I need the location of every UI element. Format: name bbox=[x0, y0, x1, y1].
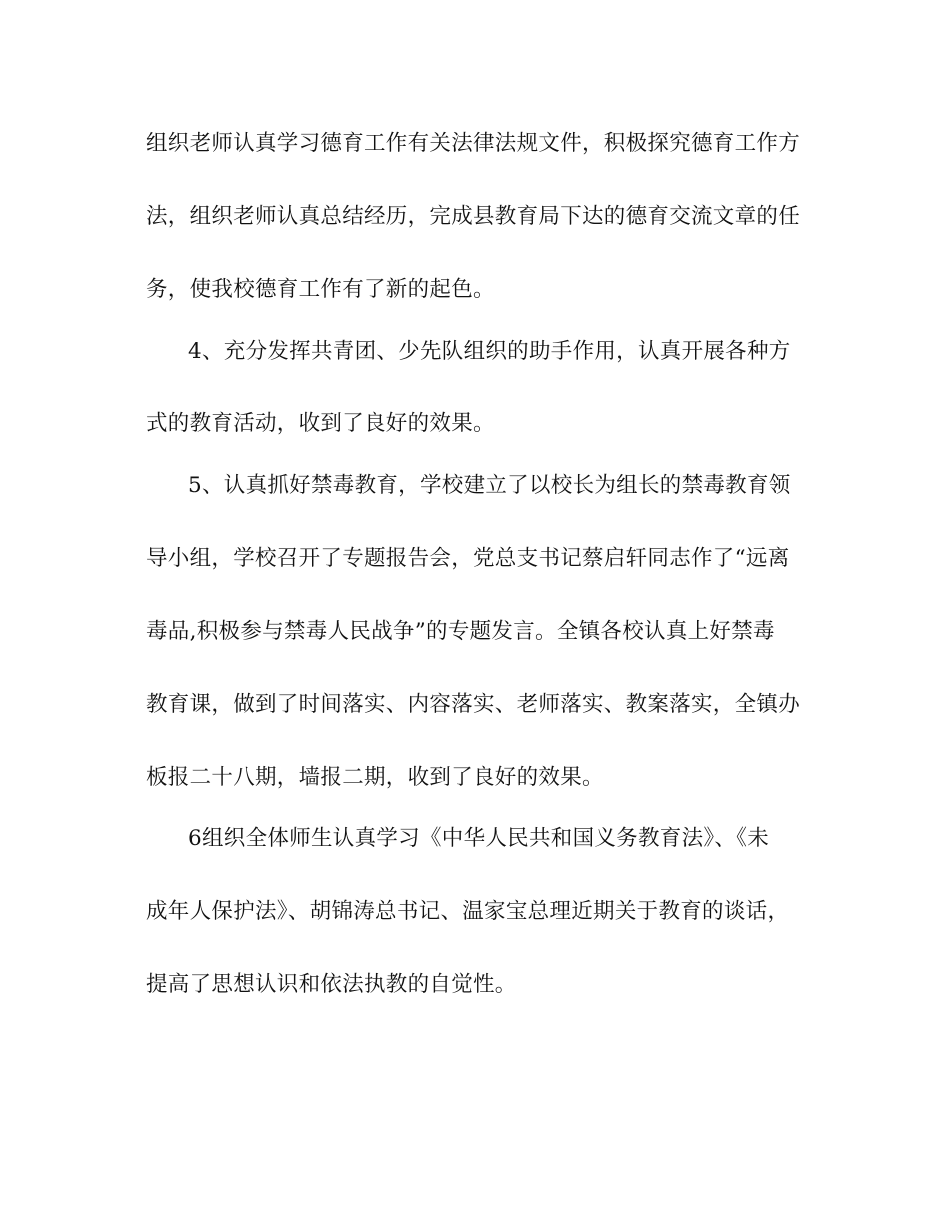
paragraph-line: 成年人保护法》、胡锦涛总书记、温家宝总理近期关于教育的谈话， bbox=[146, 899, 790, 924]
paragraph-line: 组织老师认真学习德育工作有关法律法规文件，积极探究德育工作方 bbox=[146, 131, 801, 156]
paragraph-line: 导小组，学校召开了专题报告会，党总支书记蔡启轩同志作了“远离 bbox=[146, 546, 790, 571]
paragraph-line: 务，使我校德育工作有了新的起色。 bbox=[146, 277, 495, 302]
paragraph-line: 教育课，做到了时间落实、内容落实、老师落实、教案落实，全镇办 bbox=[146, 692, 801, 717]
paragraph-line: 式的教育活动，收到了良好的效果。 bbox=[146, 411, 495, 436]
paragraph-line: 板报二十八期，墙报二期，收到了良好的效果。 bbox=[146, 765, 604, 790]
paragraph-line: 4、充分发挥共青团、少先队组织的助手作用，认真开展各种方 bbox=[188, 339, 791, 364]
paragraph-line: 法，组织老师认真总结经历，完成县教育局下达的德育交流文章的任 bbox=[146, 204, 801, 229]
paragraph-line: 提高了思想认识和依法执教的自觉性。 bbox=[146, 972, 517, 997]
paragraph-line: 毒品,积极参与禁毒人民战争”的专题发言。全镇各校认真上好禁毒 bbox=[146, 619, 775, 644]
paragraph-line: 6组织全体师生认真学习《中华人民共和国义务教育法》、《未 bbox=[188, 826, 770, 851]
paragraph-line: 5、认真抓好禁毒教育，学校建立了以校长为组长的禁毒教育领 bbox=[188, 473, 791, 498]
